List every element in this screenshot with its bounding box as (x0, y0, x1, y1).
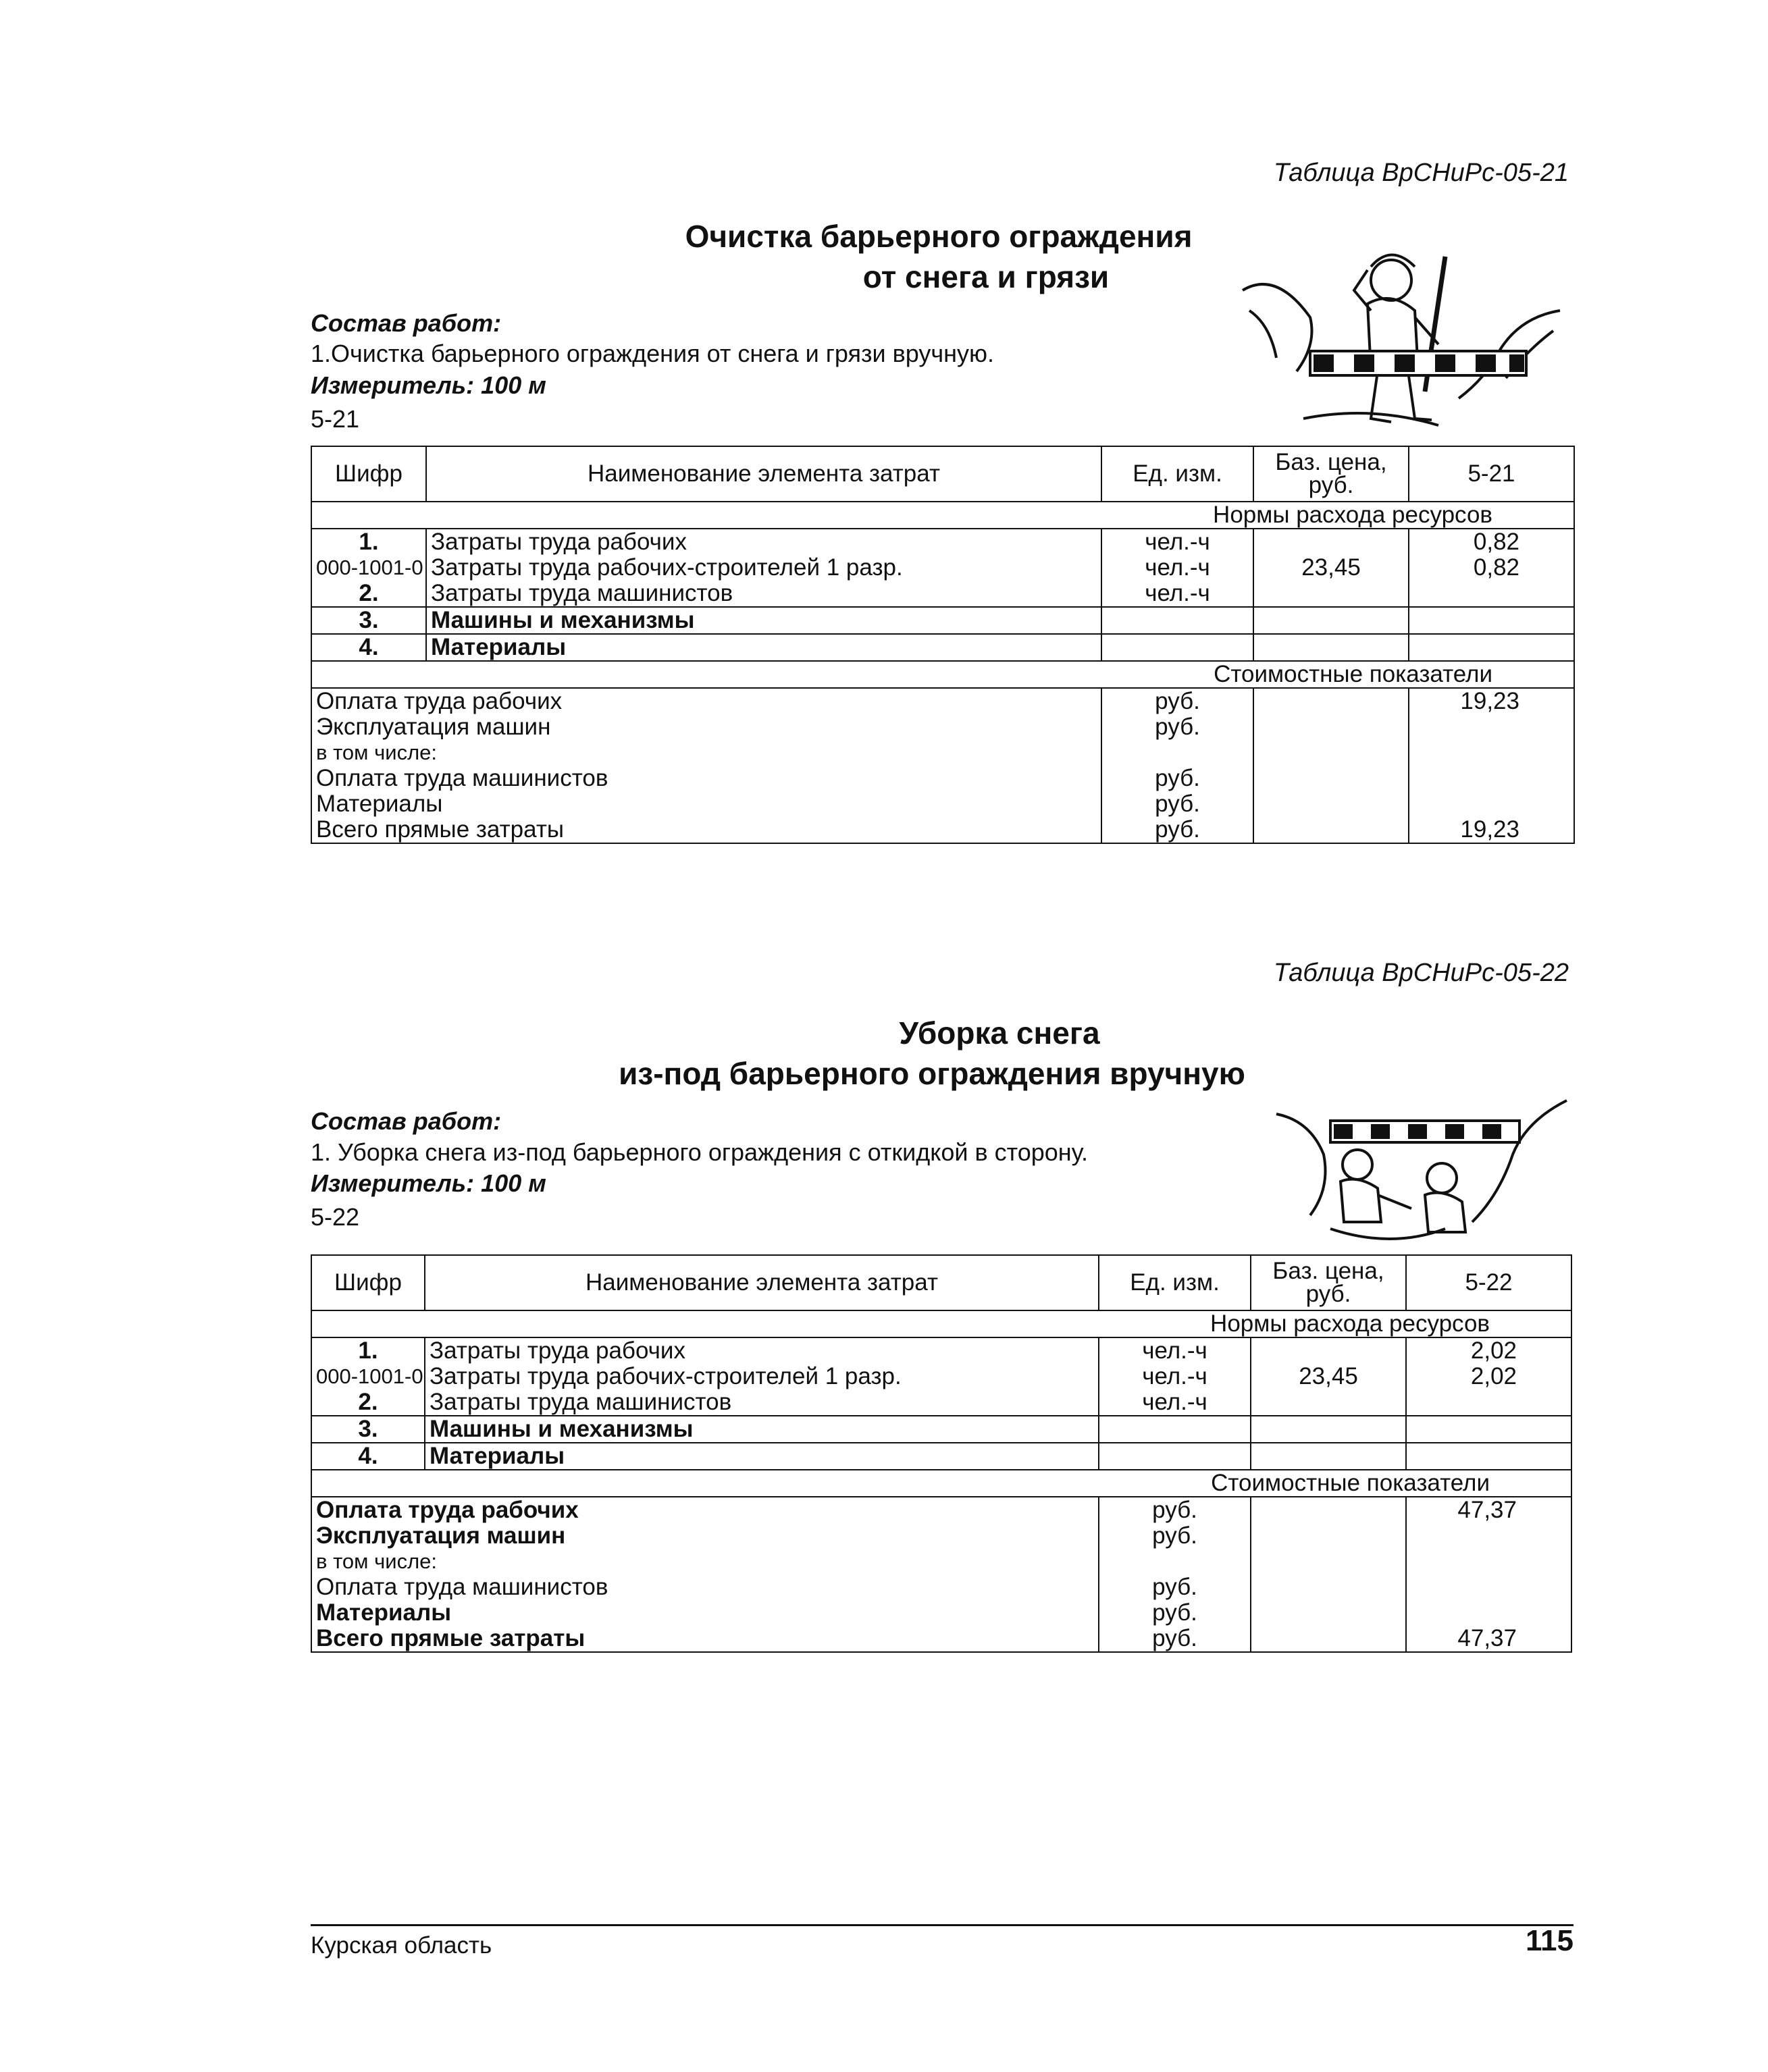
meter-label: Измеритель: 100 м (311, 371, 546, 399)
row-price (1251, 1443, 1406, 1470)
row-value (1409, 581, 1574, 607)
cost-value: 47,37 (1406, 1497, 1571, 1523)
cost-name: Оплата труда рабочих (311, 688, 1101, 714)
title-line: от снега и грязи (862, 259, 1110, 294)
work-text: 1.Очистка барьерного ограждения от снега и грязи вручную. (311, 340, 994, 367)
row-unit (1099, 1443, 1251, 1470)
row-value (1409, 634, 1574, 661)
cost-value: 19,23 (1409, 817, 1574, 843)
table-row (311, 529, 1574, 555)
cost-name: Оплата труда машинистов (311, 766, 1101, 791)
table-row (311, 1389, 1571, 1416)
cost-unit (1101, 740, 1253, 766)
row-name: Машины и механизмы (426, 607, 1101, 634)
row-unit: чел.-ч (1101, 555, 1253, 581)
cost-value: 19,23 (1409, 688, 1574, 714)
row-unit: чел.-ч (1101, 581, 1253, 607)
row-name: Затраты труда рабочих (425, 1337, 1099, 1364)
row-unit: чел.-ч (1099, 1364, 1251, 1389)
cost-row (311, 791, 1574, 817)
cost-table (311, 446, 1575, 844)
cost-row (311, 766, 1574, 791)
worker-illustration (1236, 243, 1587, 446)
norms-title: Нормы расхода ресурсов (311, 1310, 1571, 1337)
code-label: 5-22 (311, 1203, 360, 1231)
cost-unit: руб. (1101, 766, 1253, 791)
row-cipher: 000-1001-0 (311, 1364, 425, 1389)
row-unit (1101, 607, 1253, 634)
row-unit (1099, 1416, 1251, 1443)
cost-value (1409, 791, 1574, 817)
row-unit: чел.-ч (1099, 1389, 1251, 1416)
header-cipher: Шифр (311, 1255, 425, 1310)
footer-region: Курская область (311, 1932, 492, 1959)
code-label: 5-21 (311, 405, 360, 433)
row-name: Затраты труда машинистов (425, 1389, 1099, 1416)
row-name: Материалы (425, 1443, 1099, 1470)
row-cipher: 1. (311, 529, 426, 555)
work-label: Состав работ: (311, 309, 502, 337)
row-value: 2,02 (1406, 1337, 1571, 1364)
cost-row (311, 817, 1574, 843)
cost-unit: руб. (1101, 714, 1253, 740)
cost-value (1406, 1523, 1571, 1549)
cost-value: 47,37 (1406, 1626, 1571, 1652)
table-header-row (311, 446, 1574, 502)
table-row (311, 1337, 1571, 1364)
meter-label: Измеритель: 100 м (311, 1169, 546, 1197)
row-price: 23,45 (1251, 1364, 1406, 1389)
row-price (1253, 607, 1409, 634)
footer-rule (311, 1924, 1574, 1926)
cost-row (311, 1497, 1571, 1523)
cost-row (311, 688, 1574, 714)
cost-name: Эксплуатация машин (311, 1523, 1099, 1549)
row-value: 0,82 (1409, 555, 1574, 581)
header-name: Наименование элемента затрат (425, 1255, 1099, 1310)
cost-name: Всего прямые затраты (311, 817, 1101, 843)
row-cipher: 2. (311, 581, 426, 607)
row-price: 23,45 (1253, 555, 1409, 581)
table-row (311, 581, 1574, 607)
row-price (1253, 529, 1409, 555)
row-price (1251, 1389, 1406, 1416)
cost-unit: руб. (1099, 1523, 1251, 1549)
title-line: Очистка барьерного ограждения (685, 219, 1193, 254)
workers-illustration (1270, 1094, 1574, 1249)
cost-value (1406, 1549, 1571, 1574)
table-row (311, 1443, 1571, 1470)
cost-unit: руб. (1099, 1497, 1251, 1523)
cost-row (311, 1626, 1571, 1652)
table-row (311, 1364, 1571, 1389)
row-value: 2,02 (1406, 1364, 1571, 1389)
cost-row (311, 1574, 1571, 1600)
row-name: Машины и механизмы (425, 1416, 1099, 1443)
cost-name: Оплата труда рабочих (311, 1497, 1099, 1523)
section-row (311, 1310, 1571, 1337)
row-value (1406, 1389, 1571, 1416)
cost-title: Стоимостные показатели (311, 1470, 1571, 1497)
table-row (311, 634, 1574, 661)
cost-unit: руб. (1099, 1600, 1251, 1626)
header-code: 5-21 (1409, 446, 1574, 502)
section-title (567, 216, 1310, 297)
cost-value (1409, 740, 1574, 766)
title-line: из-под барьерного ограждения вручную (619, 1056, 1245, 1091)
table-reference: Таблица ВрСНиРс-05-22 (1273, 959, 1569, 987)
row-cipher: 3. (311, 607, 426, 634)
title-line: Уборка снега (899, 1015, 1100, 1051)
row-name: Затраты труда машинистов (426, 581, 1101, 607)
work-label: Состав работ: (311, 1107, 502, 1135)
row-unit (1101, 634, 1253, 661)
section-row (311, 661, 1574, 688)
section-row (311, 502, 1574, 529)
cost-name: Материалы (311, 791, 1101, 817)
cost-name: в том числе: (311, 1549, 1099, 1574)
row-price (1251, 1416, 1406, 1443)
row-name: Материалы (426, 634, 1101, 661)
row-cipher: 1. (311, 1337, 425, 1364)
row-value (1406, 1416, 1571, 1443)
row-price (1253, 634, 1409, 661)
cost-value (1406, 1574, 1571, 1600)
cost-unit: руб. (1101, 791, 1253, 817)
cost-unit: руб. (1099, 1574, 1251, 1600)
table-row (311, 1416, 1571, 1443)
work-text: 1. Уборка снега из-под барьерного ограждения с откидкой в сторону. (311, 1138, 1089, 1166)
row-name: Затраты труда рабочих-строителей 1 разр. (426, 555, 1101, 581)
cost-value (1409, 766, 1574, 791)
cost-title: Стоимостные показатели (311, 661, 1574, 688)
header-code: 5-22 (1406, 1255, 1571, 1310)
cost-row (311, 1549, 1571, 1574)
row-value (1409, 607, 1574, 634)
page-number: 115 (1526, 1924, 1574, 1957)
row-name: Затраты труда рабочих-строителей 1 разр. (425, 1364, 1099, 1389)
cost-row (311, 1523, 1571, 1549)
table-row (311, 607, 1574, 634)
row-cipher: 4. (311, 1443, 425, 1470)
section-title (567, 1013, 1310, 1094)
row-unit: чел.-ч (1101, 529, 1253, 555)
cost-name: Всего прямые затраты (311, 1626, 1099, 1652)
section-row (311, 1470, 1571, 1497)
row-unit: чел.-ч (1099, 1337, 1251, 1364)
row-cipher: 000-1001-0 (311, 555, 426, 581)
cost-name: Эксплуатация машин (311, 714, 1101, 740)
cost-row (311, 740, 1574, 766)
row-price (1253, 581, 1409, 607)
header-price: Баз. цена, руб. (1253, 446, 1409, 502)
row-name: Затраты труда рабочих (426, 529, 1101, 555)
row-cipher: 2. (311, 1389, 425, 1416)
norms-title: Нормы расхода ресурсов (311, 502, 1574, 529)
header-unit: Ед. изм. (1099, 1255, 1251, 1310)
cost-row (311, 1600, 1571, 1626)
cost-unit (1099, 1549, 1251, 1574)
header-unit: Ед. изм. (1101, 446, 1253, 502)
header-name: Наименование элемента затрат (426, 446, 1101, 502)
cost-unit: руб. (1101, 817, 1253, 843)
table-reference: Таблица ВрСНиРс-05-21 (1273, 159, 1569, 187)
header-price: Баз. цена, руб. (1251, 1255, 1406, 1310)
row-value: 0,82 (1409, 529, 1574, 555)
header-cipher: Шифр (311, 446, 426, 502)
cost-name: Материалы (311, 1600, 1099, 1626)
cost-row (311, 714, 1574, 740)
row-cipher: 3. (311, 1416, 425, 1443)
cost-unit: руб. (1101, 688, 1253, 714)
row-cipher: 4. (311, 634, 426, 661)
cost-name: в том числе: (311, 740, 1101, 766)
row-value (1406, 1443, 1571, 1470)
cost-table (311, 1254, 1572, 1653)
table-header-row (311, 1255, 1571, 1310)
cost-name: Оплата труда машинистов (311, 1574, 1099, 1600)
cost-unit: руб. (1099, 1626, 1251, 1652)
table-row (311, 555, 1574, 581)
row-price (1251, 1337, 1406, 1364)
cost-value (1406, 1600, 1571, 1626)
cost-value (1409, 714, 1574, 740)
